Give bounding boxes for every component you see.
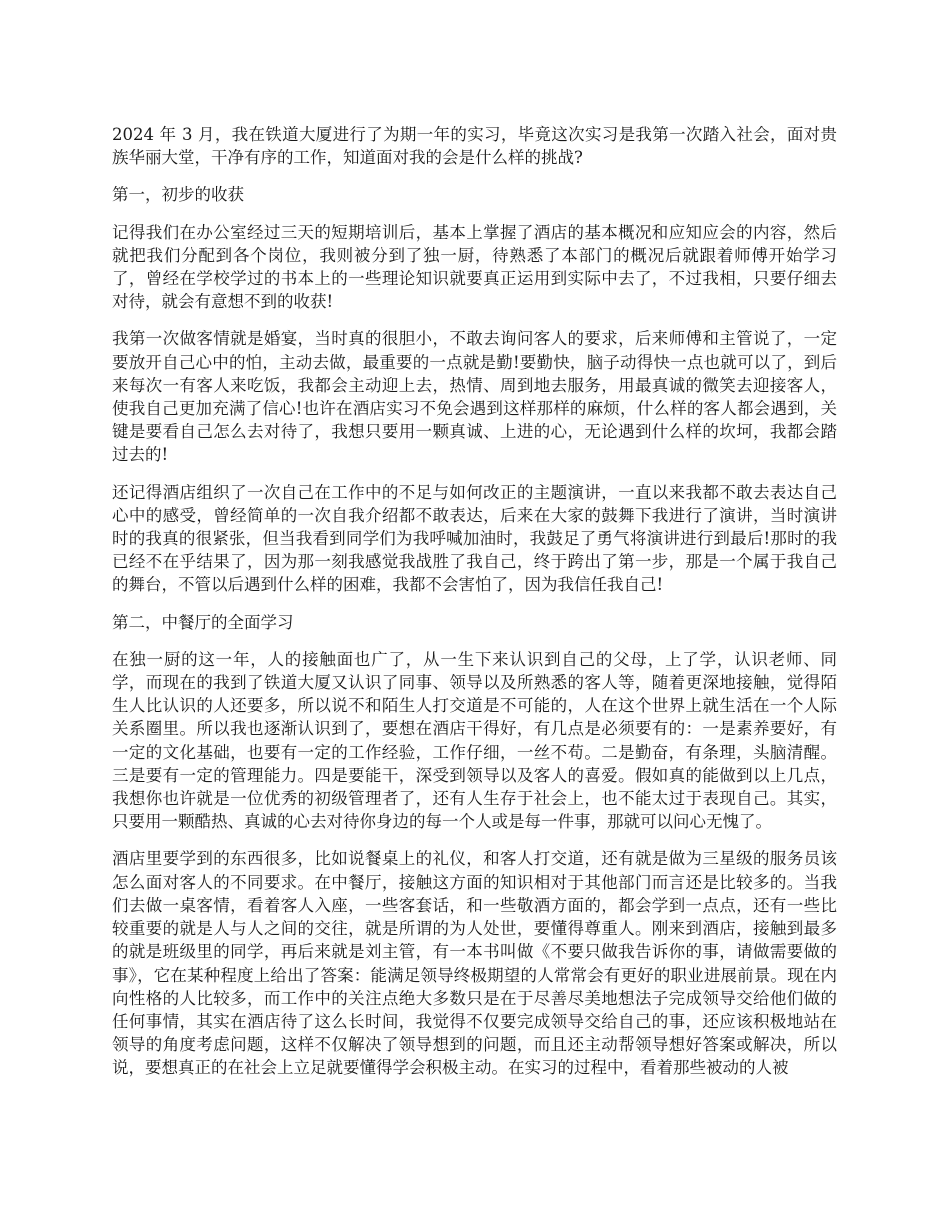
body-paragraph: 我第一次做客情就是婚宴，当时真的很胆小，不敢去询问客人的要求，后来师傅和主管说了，一定要放开自己心中的怕，主动去做，最重要的一点就是勤!要勤快，脑子动得快一点也就可以了，到后来每次一有客人来吃饭，我都会主动迎上去，热情、周到地去服务，用最真诚的微笑去迎接客人，使我自己更加充满了信心!也许在酒店实习不免会遇到这样那样的麻烦，什么样的客人都会遇到，关键是要看自己怎么去对待了，我想只要用一颗真诚、上进的心，无论遇到什么样的坎坷，我都会踏过去的! <box>112 329 837 465</box>
intro-paragraph: 2024 年 3 月，我在铁道大厦进行了为期一年的实习，毕竟这次实习是我第一次踏入社会，面对贵族华丽大堂，干净有序的工作，知道面对我的会是什么样的挑战? <box>112 125 837 168</box>
section-heading-1: 第一，初步的收获 <box>112 185 244 205</box>
body-paragraph: 酒店里要学到的东西很多，比如说餐桌上的礼仪，和客人打交道，还有就是做为三星级的服务员该怎么面对客人的不同要求。在中餐厅，接触这方面的知识相对于其他部门而言还是比较多的。当我们去做一桌客情，看着客人入座，一些客套话，和一些敬酒方面的，都会学到一点点，还有一些比较重要的就是人与人之间的交往，就是所谓的为人处世，要懂得尊重人。刚来到酒店，接触到最多的就是班级里的同学，再后来就是刘主管，有一本书叫做《不要只做我告诉你的事，请做需要做的事》，它在某种程度上给出了答案：能满足领导终极期望的人常常会有更好的职业进展前景。现在内向性格的人比较多，而工作中的关注点绝大多数只是在于尽善尽美地想法子完成领导交给他们做的任何事情，其实在酒店待了这么长时间，我觉得不仅要完成领导交给自己的事，还应该积极地站在领导的角度考虑问题，这样不仅解决了领导想到的问题，而且还主动帮领导想好答案或解决，所以说，要想真正的在社会上立足就要懂得学会积极主动。在实习的过程中，看着那些被动的人被 <box>112 849 837 1078</box>
body-paragraph: 还记得酒店组织了一次自己在工作中的不足与如何改正的主题演讲，一直以来我都不敢去表达自己心中的感受，曾经简单的一次自我介绍都不敢表达，后来在大家的鼓舞下我进行了演讲，当时演讲时的我真的很紧张，但当我看到同学们为我呼喊加油时，我鼓足了勇气将演讲进行到最后!那时的我已经不在乎结果了，因为那一刻我感觉我战胜了我自己，终于跨出了第一步，那是一个属于我自己的舞台，不管以后遇到什么样的困难，我都不会害怕了，因为我信任我自己! <box>112 482 837 595</box>
section-heading-2: 第二，中餐厅的全面学习 <box>112 612 294 632</box>
document-page <box>112 123 837 1094</box>
body-paragraph: 记得我们在办公室经过三天的短期培训后，基本上掌握了酒店的基本概况和应知应会的内容，然后就把我们分配到各个岗位，我则被分到了独一厨，待熟悉了本部门的概况后就跟着师傅开始学习了，曾经在学校学过的书本上的一些理论知识就要真正运用到实际中去了，不过我相，只要仔细去对待，就会有意想不到的收获! <box>112 222 837 312</box>
body-paragraph: 在独一厨的这一年，人的接触面也广了，从一生下来认识到自己的父母，上了学，认识老师、同学，而现在的我到了铁道大厦又认识了同事、领导以及所熟悉的客人等，随着更深地接触，觉得陌生人比认识的人还要多，所以说不和陌生人打交道是不可能的，人在这个世界上就生活在一个人际关系圈里。所以我也逐渐认识到了，要想在酒店干得好，有几点是必须要有的：一是素养要好，有一定的文化基础，也要有一定的工作经验，工作仔细，一丝不苟。二是勤奋，有条理，头脑清醒。三是要有一定的管理能力。四是要能干，深受到领导以及客人的喜爱。假如真的能做到以上几点，我想你也许就是一位优秀的初级管理者了，还有人生存于社会上，也不能太过于表现自己。其实，只要用一颗酷热、真诚的心去对待你身边的每一个人或是每一件事，那就可以问心无愧了。 <box>112 649 837 832</box>
